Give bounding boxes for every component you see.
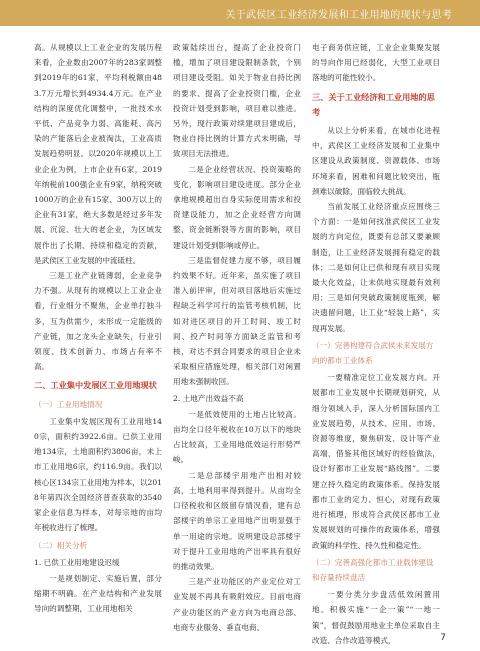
item-heading: 2. 土地产出效益不高: [173, 393, 244, 403]
paragraph: 一是低效使用的土地占比较高。亩均全口径年税收在10万以下的地块占比较高，工业用地低效运行形势严峻。: [173, 409, 301, 465]
paragraph: 工业集中发展区现有工业用地140宗，面积约3922.6亩。已供工业用地134宗，土地面积约3806亩，未上市工业用地6宗，约116.9亩。我们以核心区134宗工业用地为样本，以2018年第四次全国经济普查获取的3540家企业信息为样本，对每宗地的亩均年税收进行了梳理。: [34, 416, 162, 533]
section-heading: 二、工业集中发展区工业用地现状: [34, 380, 157, 391]
header-band: [0, 0, 480, 26]
section-heading: 三、关于工业经济和工业用地的思考: [312, 91, 435, 117]
paragraph: 二是总部楼宇用地产出相对较高，土地利用率得到提升。从亩均全口径税收和区级留存情况看，建有总部楼宇的单宗工业用地产出明显强于单一用途的宗地。说明建设总部楼宇对于提升工业用地的产出率具有很好的推动效果。: [173, 470, 301, 571]
text-column-1: [34, 40, 162, 617]
text-column-3: [312, 40, 440, 648]
paragraph: 高。从规模以上工业企业的发展历程来看，企业数由2007年的283家调整到2019年的61家，平均利税额由483.7万元增长到4934.4万元。在产业结构的深度优化调整中，一批技术水平低、产品竞争力弱、高能耗、高污染的产能落后企业被淘汰，工业高质发展趋势明显。以2020年规模以上工业企业为例，上市企业有6家，2019年纳税前100强企业有9家，纳税突破1000万的企业有15家、300万以上的企业有31家，绝大多数是经过多年发展、沉淀、壮大的老企业，为区域发展作出了长期、持续和稳定的贡献，是武侯区工业发展的中流砥柱。: [34, 43, 162, 265]
page-number: 7: [440, 633, 446, 643]
subsection-heading: （二）完善高强化都市工业载体建设和存量持续盘活: [312, 557, 434, 582]
running-header-title: 关于武侯区工业经济发展和工业用地的现状与思考: [225, 10, 452, 21]
paragraph: 二是企业经营状况、投资策略的变化，影响项目建设进度。部分企业拿地规模超出自身实际使用需求和投资建设能力，加之企业经营方向调整、资金链断裂等方面的影响，项目建设计划受到影响或停止。: [173, 164, 301, 250]
item-heading: 1. 已供工业用地建设迟缓: [34, 557, 120, 567]
paragraph: 政策陆续出台，提高了企业投资门槛，增加了项目建设限制条款，个别项目建设受阻。如关于物业自持比例的要求、提高了企业投资门槛，企业投资计划受到影响，项目难以推进。另外，现行政策对续建项目建成后，物业自持比例的计算方式未明确，导致项目无法推进。: [173, 43, 301, 159]
subsection-heading: （一）完善构建符合武侯未来发展方向的都市工业体系: [312, 340, 434, 366]
paragraph: 一要分类分步盘活低效闲置用地。积极实施“一企一策”“一地一策”，督促鼓励用地业主单位采取自主改造、合作改造等模式，: [312, 590, 440, 645]
paragraph: 一要精准定位工业发展方向。开展都市工业发展中长期规划研究，从细分领域入手，深入分析国际国内工业发展趋势，从技术、应用、市场、资源等维度，聚焦研发、设计等产业高端，借鉴其他区域好的经验做法，设计好都市工业发展“路线图”。二要建立持久稳定的政策体系。保持发展都市工业的定力、恒心，对现有政策进行梳理，形成符合武侯区都市工业发展规划的可操作的政策体系，增强政策的科学性、持久性和稳定性。: [312, 373, 440, 550]
subsection-heading: （一）工业用地情况: [34, 399, 103, 409]
paragraph: 从以上分析来看，在城市化进程中，武侯区工业经济发展和工业集中区建设从政策制度、资源载体、市场环境来看，困难和问题比较突出，瓶颈难以破除，面临较大挑战。: [312, 126, 440, 196]
paragraph: 电子商务供应链，工业企业集聚发展的导向作用已经弱化，大型工业项目落地的可能性较小。: [312, 43, 440, 83]
paragraph: 三是工业产业链薄弱，企业竞争力不强。从现有的规模以上工业企业看，行业细分不聚焦，企业单打独斗多，互为供需少，未形成一定能级的产业链，加之龙头企业缺失，行业引领度、技术创新力、市场占有率不高。: [34, 271, 162, 372]
text-column-2: [173, 40, 301, 635]
paragraph: 当前发展工业经济重点应围绕三个方面：一是如何找准武侯区工业发展的方向定位，既要有总部又要兼顾制造，让工业经济发展拥有稳定的载体；二是如何让已供和现有项目实现最大化效益，让未供地实现最有效利用；三是如何突破政策制度瓶颈，解决遗留问题，让工业“轻装上路”，实现再发展。: [312, 202, 440, 333]
paragraph: 三是产业功能区的产业定位对工业发展不再具有吸附效应。目前电商产业功能区的产业方向为电商总部、电商专业服务、垂直电商、: [173, 577, 301, 632]
subsection-heading: （二）相关分析: [34, 540, 88, 550]
paragraph: 三是监督促建力度不够，项目履约效果不好。近年来，虽实施了项目准入前评审，但对项目落地后实施过程缺乏科学可行的监管考核机制，比如对进区项目的开工时间、竣工时间、投产时间等方面缺乏监管和考核，对达不到合同要求的项目企业未采取相应措施处理，相关部门对闲置用地未强制收回。: [173, 255, 301, 387]
paragraph: 一是规划制定、实施后置，部分缩期不明确。在产业结构和产业发展导向的调整期，工业用地相关: [34, 573, 162, 614]
